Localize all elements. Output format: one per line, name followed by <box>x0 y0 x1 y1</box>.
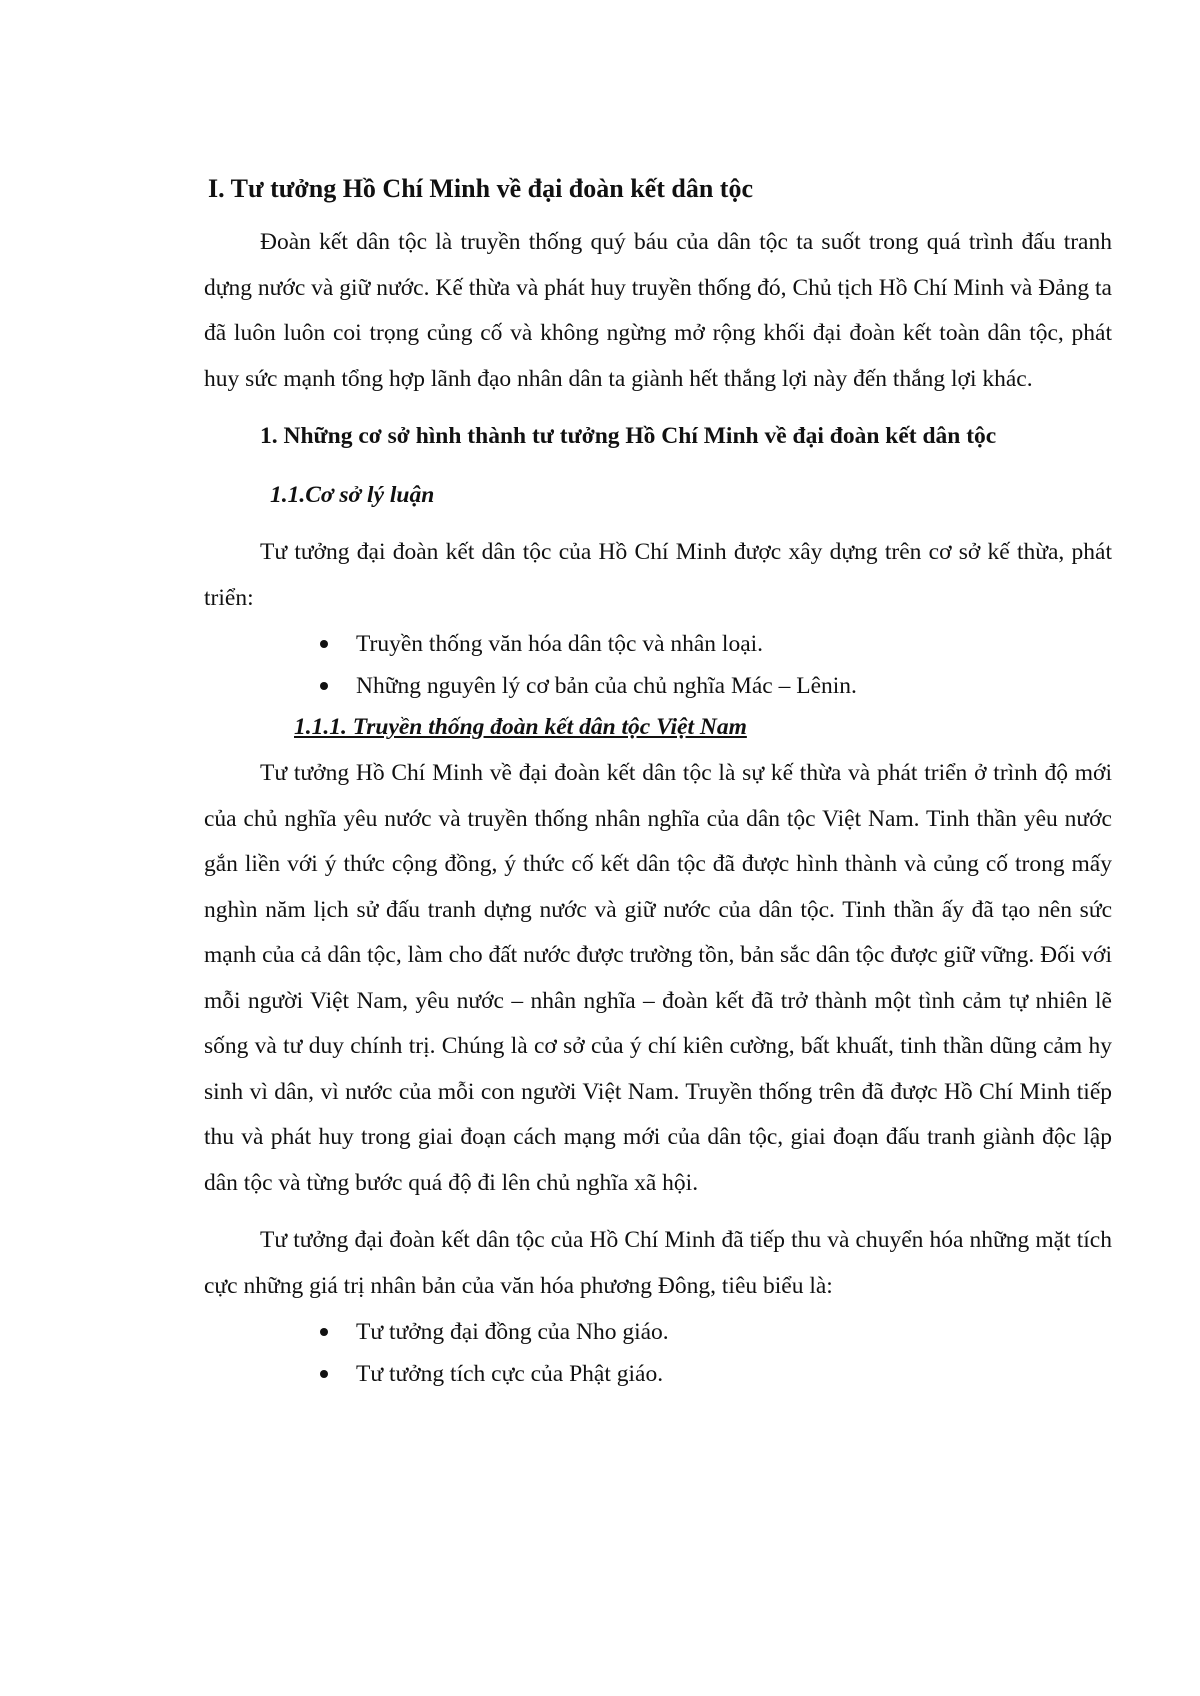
intro-paragraph: Đoàn kết dân tộc là truyền thống quý báu của dân tộc ta suốt trong quá trình đấu tranh dựng nước và giữ nước. Kế thừa và phát huy truyền thống đó, Chủ tịch Hồ Chí Minh và Đảng ta đã luôn luôn coi trọng củng cố và không ngừng mở rộng khối đại đoàn kết toàn dân tộc, phát huy sức mạnh tổng hợp lãnh đạo nhân dân ta giành hết thắng lợi này đến thắng lợi khác. <box>204 229 1112 392</box>
list-item-text: Truyền thống văn hóa dân tộc và nhân loại. <box>356 631 764 657</box>
subsection-1-1-1-heading: 1.1.1. Truyền thống đoàn kết dân tộc Việt Nam <box>294 714 747 740</box>
list-item-text: Những nguyên lý cơ bản của chủ nghĩa Mác – Lênin. <box>356 673 857 699</box>
tradition-paragraph: Tư tưởng Hồ Chí Minh về đại đoàn kết dân tộc là sự kế thừa và phát triển ở trình độ mới của chủ nghĩa yêu nước và truyền thống nhân nghĩa của dân tộc Việt Nam. Tinh thần yêu nước gắn liền với ý thức cộng đồng, ý thức cố kết dân tộc đã được hình thành và củng cố trong mấy nghìn năm lịch sử đấu tranh dựng nước và giữ nước của dân tộc. Tinh thần ấy đã tạo nên sức mạnh của cả dân tộc, làm cho đất nước được trường tồn, bản sắc dân tộc được giữ vững. Đối với mỗi người Việt Nam, yêu nước – nhân nghĩa – đoàn kết đã trở thành một tình cảm tự nhiên lẽ sống và tư duy chính trị. Chúng là cơ sở của ý chí kiên cường, bất khuất, tinh thần dũng cảm hy sinh vì dân, vì nước của mỗi con người Việt Nam. Truyền thống trên đã được Hồ Chí Minh tiếp thu và phát huy trong giai đoạn cách mạng mới của dân tộc, giai đoạn đấu tranh giành độc lập dân tộc và từng bước quá độ đi lên chủ nghĩa xã hội. <box>204 760 1112 1196</box>
bullet-icon <box>320 640 328 648</box>
basis-bullet-list <box>204 623 1112 707</box>
list-item <box>204 1311 1112 1353</box>
list-item-text: Tư tưởng đại đồng của Nho giáo. <box>356 1319 669 1345</box>
list-item <box>204 665 1112 707</box>
subsection-1-1-heading: 1.1.Cơ sở lý luận <box>270 482 435 508</box>
section-1-heading: 1. Những cơ sở hình thành tư tưởng Hồ Chí Minh về đại đoàn kết dân tộc <box>260 423 997 449</box>
document-body <box>204 170 1112 1395</box>
list-item <box>204 623 1112 665</box>
bullet-icon <box>320 682 328 690</box>
list-item-text: Tư tưởng tích cực của Phật giáo. <box>356 1361 664 1387</box>
eastern-culture-paragraph: Tư tưởng đại đoàn kết dân tộc của Hồ Chí Minh đã tiếp thu và chuyển hóa những mặt tích cực những giá trị nhân bản của văn hóa phương Đông, tiêu biểu là: <box>204 1227 1112 1299</box>
eastern-bullet-list <box>204 1311 1112 1395</box>
basis-paragraph: Tư tưởng đại đoàn kết dân tộc của Hồ Chí Minh được xây dựng trên cơ sở kế thừa, phát triển: <box>204 539 1112 611</box>
main-heading: I. Tư tưởng Hồ Chí Minh về đại đoàn kết dân tộc <box>208 174 753 203</box>
list-item <box>204 1353 1112 1395</box>
bullet-icon <box>320 1328 328 1336</box>
bullet-icon <box>320 1370 328 1378</box>
